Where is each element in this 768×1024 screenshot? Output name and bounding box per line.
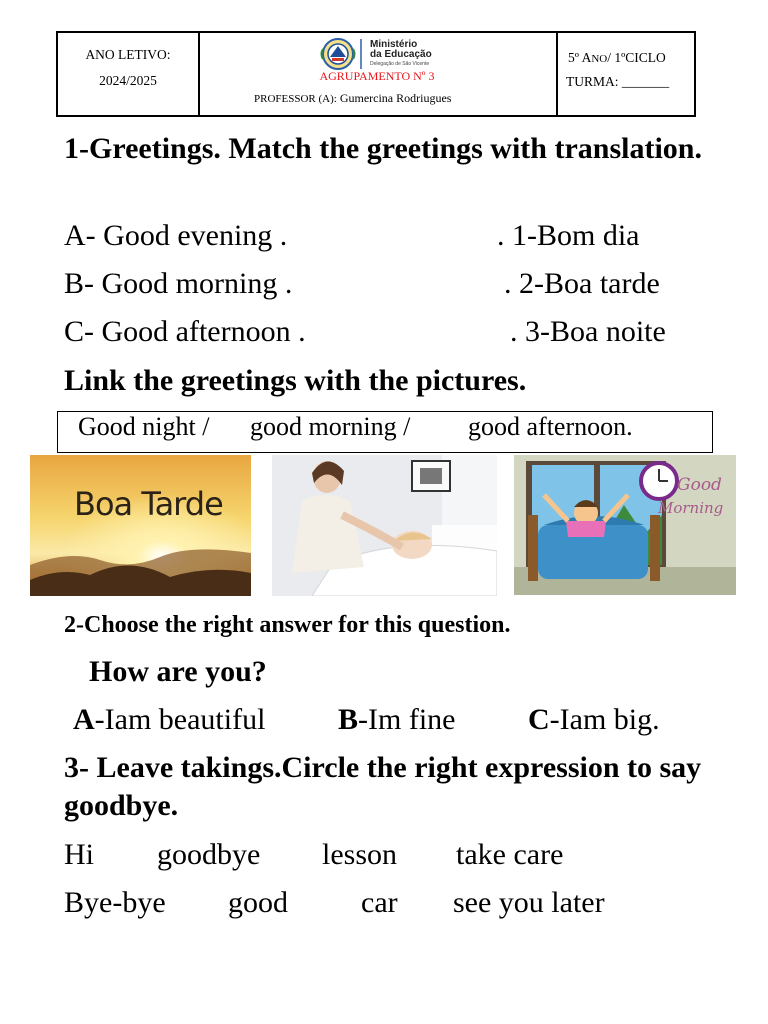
word-good-afternoon: good afternoon.	[468, 412, 633, 441]
word-goodbye: goodbye	[157, 838, 261, 871]
ministry-name	[370, 40, 432, 60]
picture-sunset	[30, 455, 251, 596]
question-text: How are you?	[89, 655, 267, 688]
header-cell-school	[198, 33, 558, 115]
header-cell-year	[58, 33, 200, 115]
option-a-letter: A	[73, 703, 95, 736]
ministry-line1: Ministério	[370, 39, 418, 50]
word-bye-bye: Bye-bye	[64, 886, 166, 919]
option-a-text: -Iam beautiful	[94, 703, 266, 736]
option-a	[73, 703, 265, 737]
option-b-letter: B	[338, 703, 359, 736]
ministry-logo	[316, 37, 444, 71]
option-b-text: -Im fine	[358, 703, 456, 736]
good-text: Good	[677, 475, 722, 495]
ano-ciclo-c: / 1ºCICLO	[607, 50, 666, 65]
word-good: good	[228, 886, 288, 919]
section2-title: 2-Choose the right answer for this question.	[64, 612, 511, 638]
link-title: Link the greetings with the pictures.	[64, 364, 527, 397]
option-c-letter: C	[528, 703, 550, 736]
coat-of-arms-icon	[316, 37, 366, 71]
boa-tarde-text: Boa Tarde	[74, 485, 223, 523]
professor-name: Gumercina Rodriugues	[339, 91, 452, 105]
word-box	[57, 411, 713, 453]
word-good-night: Good night /	[78, 412, 210, 441]
word-take-care: take care	[456, 838, 564, 871]
turma-field: TURMA: _______	[566, 74, 670, 89]
ministry-sub: Delegação de São Vicente	[370, 61, 430, 67]
section1-title: 1-Greetings. Match the greetings with translation.	[64, 132, 702, 165]
header-table	[56, 31, 696, 117]
match-left-a: A- Good evening .	[64, 219, 288, 252]
professor-label: PROFESSOR (A):	[254, 93, 337, 105]
word-car: car	[361, 886, 398, 919]
option-b	[338, 703, 455, 737]
ano-ciclo-b: NO	[591, 53, 608, 65]
match-left-b: B- Good morning .	[64, 267, 293, 300]
option-c-text: -Iam big.	[549, 703, 660, 736]
ano-letivo-value: 2024/2025	[99, 73, 157, 88]
ano-ciclo	[568, 50, 666, 66]
ministry-line2: da Educação	[370, 49, 432, 60]
word-hi: Hi	[64, 838, 94, 871]
ano-letivo-label: ANO LETIVO:	[85, 47, 171, 62]
word-good-morning: good morning /	[250, 412, 411, 441]
bedtime-image	[272, 455, 497, 596]
picture-bedtime	[272, 455, 497, 596]
professor-line	[254, 91, 451, 106]
match-right-3: . 3-Boa noite	[510, 315, 666, 348]
word-lesson: lesson	[322, 838, 397, 871]
sunset-image	[30, 455, 251, 596]
match-right-2: . 2-Boa tarde	[504, 267, 660, 300]
agrupamento-text: AGRUPAMENTO Nº 3	[319, 69, 435, 83]
section3-title: 3- Leave takings.Circle the right expression to say goodbye.	[64, 751, 702, 822]
word-see-you-later: see you later	[453, 886, 605, 919]
picture-good-morning	[514, 455, 736, 595]
match-left-c: C- Good afternoon .	[64, 315, 306, 348]
ano-ciclo-a: 5º A	[568, 50, 592, 65]
match-right-1: . 1-Bom dia	[497, 219, 640, 252]
header-cell-class	[556, 33, 694, 115]
morning-text: Morning	[658, 499, 724, 517]
option-c	[528, 703, 660, 737]
